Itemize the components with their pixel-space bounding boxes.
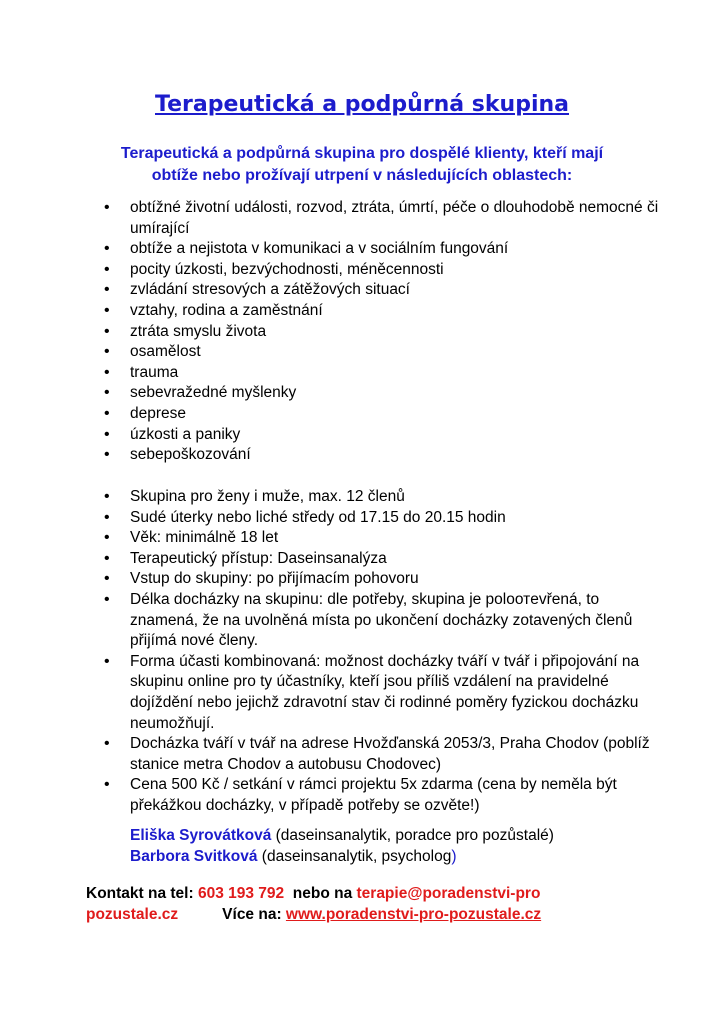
group-info-item: • Skupina pro ženy i muže, max. 12 členů — [104, 487, 664, 508]
or-label: nebo na — [284, 885, 357, 902]
therapist-2 — [130, 846, 554, 867]
contact-line-2 — [86, 904, 686, 925]
problem-area-item: • pocity úzkosti, bezvýchodnosti, méněcennosti — [104, 260, 664, 281]
email-link-part-1[interactable]: terapie@poradenstvi-pro — [356, 885, 541, 902]
therapist-name: Barbora Svitková — [130, 848, 258, 865]
problem-area-item: • deprese — [104, 404, 664, 425]
problem-area-item: • obtíže a nejistota v komunikaci a v sociálním fungování — [104, 239, 664, 260]
group-info-item: • Sudé úterky nebo liché středy od 17.15 do 20.15 hodin — [104, 508, 664, 529]
problem-area-item: • ztráta smyslu života — [104, 322, 664, 343]
subtitle-line-1: Terapeutická a podpůrná skupina pro dospělé klienty, kteří mají — [120, 145, 604, 162]
subtitle — [60, 143, 664, 187]
therapist-name: Eliška Syrovátková — [130, 827, 272, 844]
group-info-list — [104, 487, 664, 817]
phone-number[interactable]: 603 193 792 — [197, 885, 285, 902]
problem-areas-list — [104, 198, 664, 466]
group-info-item: • Věk: minimálně 18 let — [104, 528, 664, 549]
contact-footer — [86, 883, 686, 925]
group-info-item: • Vstup do skupiny: po přijímacím pohovoru — [104, 569, 664, 590]
group-info-item: • Docházka tváří v tvář na adrese Hvožďanská 2053/3, Praha Chodov (poblíž stanice metra Chodov a autobusu Chodovec) — [104, 734, 664, 775]
problem-area-item: • sebevražedné myšlenky — [104, 383, 664, 404]
problem-area-item: • zvládání stresových a zátěžových situací — [104, 280, 664, 301]
page-title: Terapeutická a podpůrná skupina — [155, 92, 569, 117]
website-link[interactable]: www.poradenstvi-pro-pozustale.cz — [285, 906, 542, 923]
group-info-item: • Cena 500 Kč / setkání v rámci projektu 5x zdarma (cena by neměla být překážkou docházky, v případě potřeby se ozvěte!) — [104, 775, 664, 816]
problem-area-item: • sebepoškozování — [104, 445, 664, 466]
therapist-role: (daseinsanalytik, poradce pro pozůstalé) — [271, 827, 554, 844]
problem-area-item: • trauma — [104, 363, 664, 384]
contact-label: Kontakt na tel: — [86, 885, 198, 902]
therapist-1 — [130, 825, 554, 846]
closing-parenthesis: ) — [451, 848, 457, 865]
email-link-part-2[interactable]: pozustale.cz — [86, 906, 179, 923]
problem-area-item: • osamělost — [104, 342, 664, 363]
problem-area-item: • úzkosti a paniky — [104, 425, 664, 446]
contact-line-1 — [86, 883, 686, 904]
group-info-item: • Délka docházky na skupinu: dle potřeby, skupina je poloотevřená, to znamená, že na uvolněná místa po ukončení docházky zotavených členů přijímá nové členy. — [104, 590, 664, 652]
group-info-item: • Terapeutický přístup: Daseinsanalýza — [104, 549, 664, 570]
subtitle-line-2: obtíže nebo prožívají utrpení v následujících oblastech: — [151, 167, 573, 184]
therapists — [130, 825, 554, 867]
more-label: Více na: — [222, 906, 286, 923]
problem-area-item: • vztahy, rodina a zaměstnání — [104, 301, 664, 322]
therapist-role: (daseinsanalytik, psycholog — [257, 848, 452, 865]
group-info-item: • Forma účasti kombinovaná: možnost docházky tváří v tvář i připojování na skupinu online pro ty účastníky, kteří jsou příliš vzdálení na pravidelné dojíždění nebo jejichž zdravotní stav či rodinné poměry fyzickou docházku neumožňují. — [104, 652, 664, 734]
problem-area-item: • obtížné životní události, rozvod, ztráta, úmrtí, péče o dlouhodobě nemocné či umírající — [104, 198, 664, 239]
